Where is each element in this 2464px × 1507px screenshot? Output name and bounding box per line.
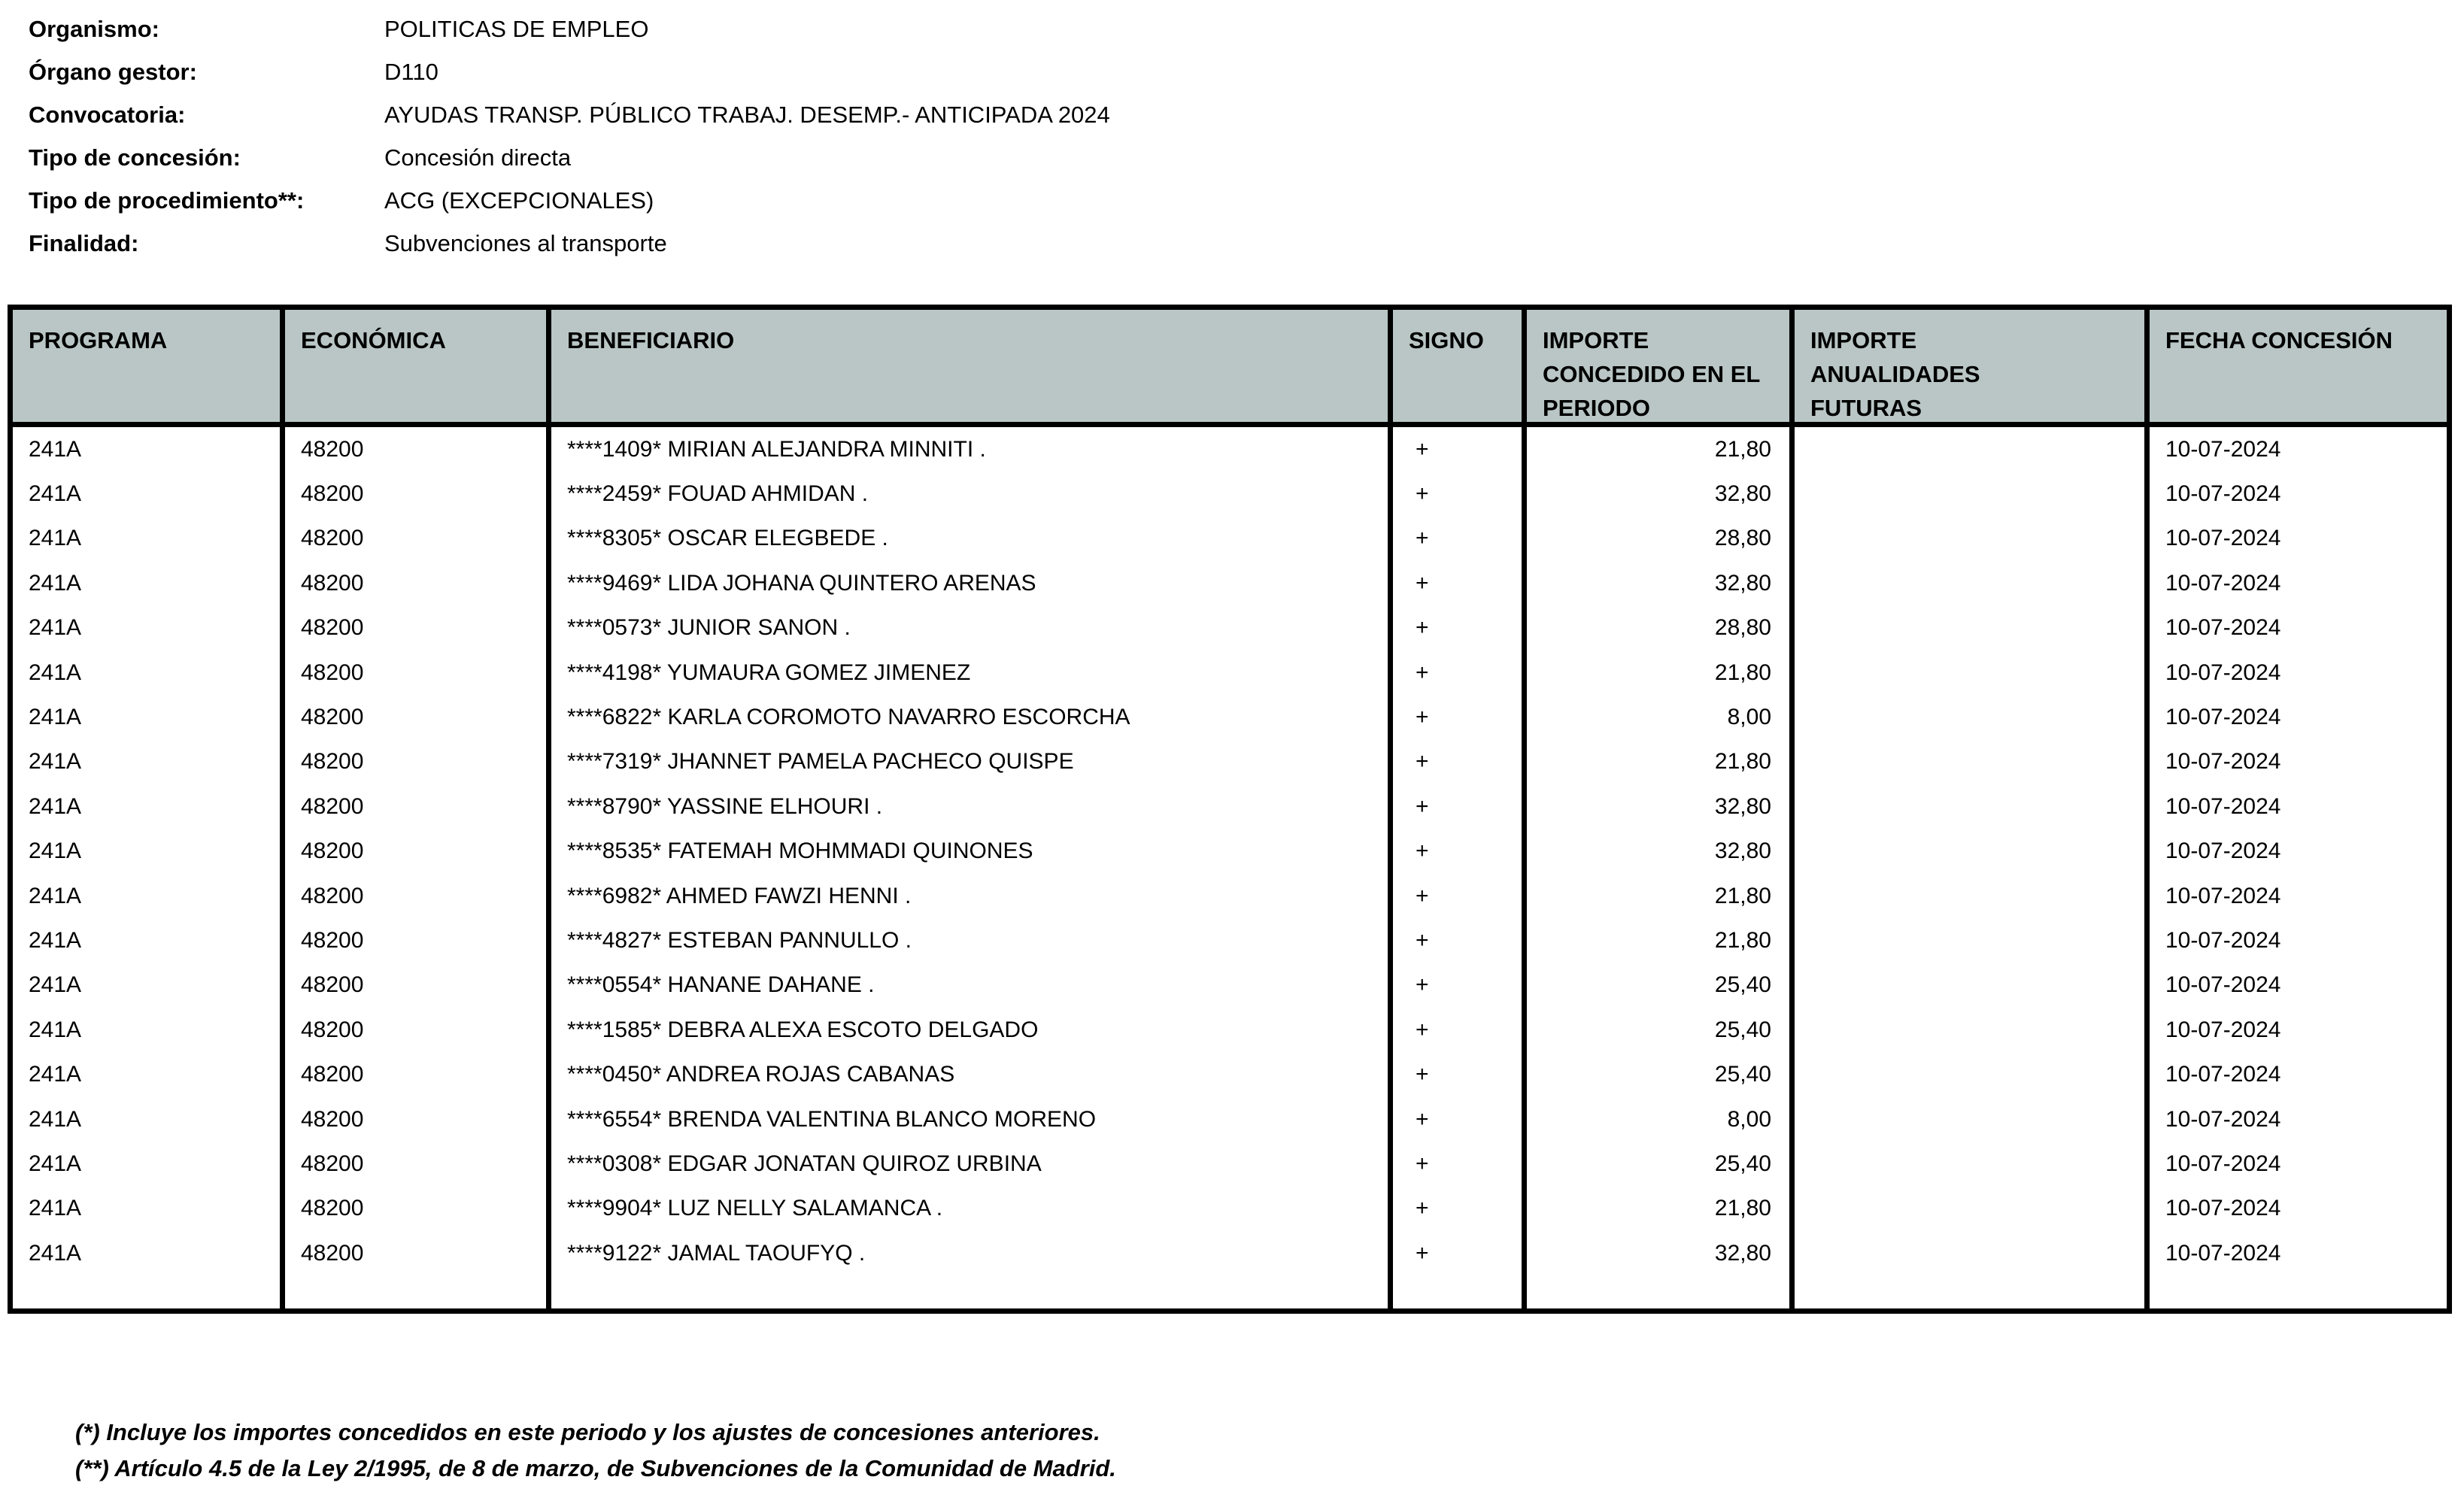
cell-importe: 32,80 [1714, 570, 1771, 596]
cell-programa: 241A [29, 972, 82, 998]
cell-economica: 48200 [301, 1151, 364, 1176]
column-header-beneficiario [551, 310, 1393, 422]
column-header-fecha-concesion-text: FECHA CONCESIÓN [2165, 327, 2393, 353]
column-importe-concedido [1527, 427, 1795, 1308]
cell-anualidades [1795, 650, 2144, 695]
metadata-block [29, 15, 1110, 272]
cell-fecha: 10-07-2024 [2165, 1106, 2281, 1132]
cell-fecha: 10-07-2024 [2165, 883, 2281, 908]
column-header-programa-text: PROGRAMA [29, 327, 168, 353]
column-header-importe-concedido-text: IMPORTE CONCEDIDO EN EL PERIODO [1543, 327, 1760, 421]
cell-fecha: 10-07-2024 [2165, 526, 2281, 551]
column-header-economica [285, 310, 551, 422]
cell-importe: 21,80 [1714, 883, 1771, 908]
cell-anualidades [1795, 874, 2144, 918]
cell-signo: + [1416, 570, 1429, 596]
cell-fecha: 10-07-2024 [2165, 705, 2281, 730]
column-header-programa [13, 310, 285, 422]
cell-signo: + [1416, 436, 1429, 462]
cell-anualidades [1795, 1052, 2144, 1096]
cell-importe: 21,80 [1714, 436, 1771, 462]
column-importe-anualidades [1795, 427, 2150, 1308]
meta-row-organismo [29, 15, 1110, 58]
cell-beneficiario: ****8305* OSCAR ELEGBEDE . [567, 526, 888, 551]
cell-beneficiario: ****6982* AHMED FAWZI HENNI . [567, 883, 912, 908]
cell-economica: 48200 [301, 526, 364, 551]
cell-beneficiario: ****0308* EDGAR JONATAN QUIROZ URBINA [567, 1151, 1042, 1176]
cell-anualidades [1795, 829, 2144, 874]
cell-signo: + [1416, 749, 1429, 775]
column-beneficiario [551, 427, 1393, 1308]
cell-signo: + [1416, 793, 1429, 819]
meta-value-tipo-concesion: Concesión directa [384, 144, 572, 171]
column-header-importe-concedido [1527, 310, 1795, 422]
cell-programa: 241A [29, 1196, 82, 1221]
cell-programa: 241A [29, 1017, 82, 1042]
cell-fecha: 10-07-2024 [2165, 1196, 2281, 1221]
cell-signo: + [1416, 526, 1429, 551]
cell-anualidades [1795, 963, 2144, 1008]
cell-programa: 241A [29, 570, 82, 596]
cell-beneficiario: ****1409* MIRIAN ALEJANDRA MINNITI . [567, 436, 986, 462]
cell-beneficiario: ****0450* ANDREA ROJAS CABANAS [567, 1062, 955, 1087]
cell-fecha: 10-07-2024 [2165, 1017, 2281, 1042]
meta-label-finalidad: Finalidad: [29, 230, 139, 256]
meta-value-tipo-procedimiento: ACG (EXCEPCIONALES) [384, 187, 654, 214]
cell-economica: 48200 [301, 838, 364, 864]
cell-importe: 32,80 [1714, 838, 1771, 864]
cell-anualidades [1795, 427, 2144, 472]
cell-importe: 21,80 [1714, 927, 1771, 953]
column-header-importe-anualidades [1795, 310, 2150, 422]
meta-label-organo-gestor: Órgano gestor: [29, 59, 197, 85]
cell-fecha: 10-07-2024 [2165, 1240, 2281, 1266]
cell-economica: 48200 [301, 1240, 364, 1266]
cell-programa: 241A [29, 883, 82, 908]
meta-row-organo-gestor [29, 58, 1110, 101]
meta-value-organo-gestor: D110 [384, 59, 438, 85]
cell-importe: 21,80 [1714, 749, 1771, 775]
meta-value-organismo: POLITICAS DE EMPLEO [384, 16, 649, 42]
cell-anualidades [1795, 606, 2144, 650]
cell-beneficiario: ****9122* JAMAL TAOUFYQ . [567, 1240, 866, 1266]
cell-fecha: 10-07-2024 [2165, 436, 2281, 462]
meta-label-organismo: Organismo: [29, 16, 159, 42]
cell-fecha: 10-07-2024 [2165, 1151, 2281, 1176]
meta-row-tipo-procedimiento [29, 186, 1110, 229]
cell-importe: 25,40 [1714, 1017, 1771, 1042]
cell-signo: + [1416, 927, 1429, 953]
cell-economica: 48200 [301, 481, 364, 507]
cell-economica: 48200 [301, 1062, 364, 1087]
cell-economica: 48200 [301, 615, 364, 641]
cell-beneficiario: ****0554* HANANE DAHANE . [567, 972, 875, 998]
cell-anualidades [1795, 740, 2144, 784]
cell-signo: + [1416, 705, 1429, 730]
cell-economica: 48200 [301, 705, 364, 730]
cell-fecha: 10-07-2024 [2165, 927, 2281, 953]
cell-programa: 241A [29, 481, 82, 507]
cell-economica: 48200 [301, 749, 364, 775]
cell-fecha: 10-07-2024 [2165, 1062, 2281, 1087]
table-header-row [13, 310, 2447, 427]
meta-row-tipo-concesion [29, 144, 1110, 186]
cell-programa: 241A [29, 1062, 82, 1087]
meta-label-tipo-procedimiento: Tipo de procedimiento**: [29, 187, 305, 214]
footnote-asterisk: (*) Incluye los importes concedidos en este periodo y los ajustes de concesiones anteriores. [75, 1419, 1100, 1445]
cell-importe: 28,80 [1714, 615, 1771, 641]
cell-beneficiario: ****9904* LUZ NELLY SALAMANCA . [567, 1196, 943, 1221]
cell-beneficiario: ****2459* FOUAD AHMIDAN . [567, 481, 869, 507]
cell-programa: 241A [29, 1240, 82, 1266]
cell-economica: 48200 [301, 927, 364, 953]
cell-signo: + [1416, 883, 1429, 908]
cell-importe: 32,80 [1714, 481, 1771, 507]
cell-fecha: 10-07-2024 [2165, 972, 2281, 998]
cell-beneficiario: ****6822* KARLA COROMOTO NAVARRO ESCORCHA [567, 705, 1130, 730]
cell-programa: 241A [29, 1106, 82, 1132]
cell-programa: 241A [29, 660, 82, 685]
cell-economica: 48200 [301, 570, 364, 596]
cell-importe: 25,40 [1714, 1062, 1771, 1087]
cell-programa: 241A [29, 1151, 82, 1176]
cell-importe: 25,40 [1714, 1151, 1771, 1176]
cell-economica: 48200 [301, 883, 364, 908]
concessions-table [8, 305, 2452, 1314]
cell-anualidades [1795, 1008, 2144, 1052]
cell-anualidades [1795, 517, 2144, 561]
cell-programa: 241A [29, 927, 82, 953]
cell-beneficiario: ****4198* YUMAURA GOMEZ JIMENEZ [567, 660, 971, 685]
cell-fecha: 10-07-2024 [2165, 749, 2281, 775]
cell-fecha: 10-07-2024 [2165, 660, 2281, 685]
cell-fecha: 10-07-2024 [2165, 481, 2281, 507]
cell-programa: 241A [29, 526, 82, 551]
column-header-beneficiario-text: BENEFICIARIO [567, 327, 735, 353]
meta-label-tipo-concesion: Tipo de concesión: [29, 144, 241, 171]
cell-importe: 8,00 [1727, 705, 1771, 730]
cell-signo: + [1416, 660, 1429, 685]
column-fecha-concesion [2150, 427, 2447, 1308]
cell-signo: + [1416, 1062, 1429, 1087]
cell-programa: 241A [29, 838, 82, 864]
cell-importe: 32,80 [1714, 1240, 1771, 1266]
meta-value-finalidad: Subvenciones al transporte [384, 230, 667, 256]
cell-anualidades [1795, 1142, 2144, 1186]
cell-signo: + [1416, 1196, 1429, 1221]
column-header-importe-anualidades-text: IMPORTE ANUALIDADES FUTURAS [1810, 327, 1980, 421]
column-economica [285, 427, 551, 1308]
cell-beneficiario: ****8790* YASSINE ELHOURI . [567, 793, 883, 819]
meta-row-convocatoria [29, 101, 1110, 144]
cell-anualidades [1795, 918, 2144, 963]
cell-economica: 48200 [301, 1196, 364, 1221]
cell-signo: + [1416, 838, 1429, 864]
cell-programa: 241A [29, 436, 82, 462]
cell-signo: + [1416, 1106, 1429, 1132]
cell-anualidades [1795, 472, 2144, 516]
cell-anualidades [1795, 1187, 2144, 1231]
cell-beneficiario: ****1585* DEBRA ALEXA ESCOTO DELGADO [567, 1017, 1039, 1042]
cell-importe: 32,80 [1714, 793, 1771, 819]
column-header-fecha-concesion [2150, 310, 2447, 422]
cell-fecha: 10-07-2024 [2165, 615, 2281, 641]
footnote-double-asterisk: (**) Artículo 4.5 de la Ley 2/1995, de 8 de marzo, de Subvenciones de la Comunidad de Madrid. [75, 1455, 1116, 1481]
footnotes-block [75, 1417, 1116, 1489]
cell-economica: 48200 [301, 1017, 364, 1042]
cell-importe: 8,00 [1727, 1106, 1771, 1132]
column-signo [1393, 427, 1527, 1308]
cell-programa: 241A [29, 705, 82, 730]
column-header-economica-text: ECONÓMICA [301, 327, 446, 353]
cell-signo: + [1416, 615, 1429, 641]
cell-beneficiario: ****9469* LIDA JOHANA QUINTERO ARENAS [567, 570, 1036, 596]
cell-fecha: 10-07-2024 [2165, 838, 2281, 864]
cell-signo: + [1416, 1240, 1429, 1266]
cell-beneficiario: ****0573* JUNIOR SANON . [567, 615, 851, 641]
cell-beneficiario: ****6554* BRENDA VALENTINA BLANCO MORENO [567, 1106, 1097, 1132]
cell-programa: 241A [29, 749, 82, 775]
meta-value-convocatoria: AYUDAS TRANSP. PÚBLICO TRABAJ. DESEMP.- ANTICIPADA 2024 [384, 102, 1110, 128]
cell-importe: 25,40 [1714, 972, 1771, 998]
cell-economica: 48200 [301, 436, 364, 462]
cell-signo: + [1416, 972, 1429, 998]
cell-signo: + [1416, 481, 1429, 507]
column-header-signo-text: SIGNO [1409, 327, 1484, 353]
cell-beneficiario: ****7319* JHANNET PAMELA PACHECO QUISPE [567, 749, 1074, 775]
meta-row-finalidad [29, 229, 1110, 272]
cell-economica: 48200 [301, 660, 364, 685]
cell-fecha: 10-07-2024 [2165, 793, 2281, 819]
cell-anualidades [1795, 695, 2144, 739]
cell-importe: 28,80 [1714, 526, 1771, 551]
column-header-signo [1393, 310, 1527, 422]
cell-signo: + [1416, 1017, 1429, 1042]
cell-beneficiario: ****4827* ESTEBAN PANNULLO . [567, 927, 912, 953]
cell-programa: 241A [29, 615, 82, 641]
cell-anualidades [1795, 1097, 2144, 1142]
cell-anualidades [1795, 784, 2144, 829]
cell-importe: 21,80 [1714, 1196, 1771, 1221]
cell-economica: 48200 [301, 1106, 364, 1132]
cell-economica: 48200 [301, 972, 364, 998]
cell-importe: 21,80 [1714, 660, 1771, 685]
cell-signo: + [1416, 1151, 1429, 1176]
cell-anualidades [1795, 561, 2144, 605]
cell-programa: 241A [29, 793, 82, 819]
table-body [13, 427, 2447, 1308]
cell-fecha: 10-07-2024 [2165, 570, 2281, 596]
meta-label-convocatoria: Convocatoria: [29, 102, 186, 128]
cell-anualidades [1795, 1231, 2144, 1275]
cell-beneficiario: ****8535* FATEMAH MOHMMADI QUINONES [567, 838, 1033, 864]
cell-economica: 48200 [301, 793, 364, 819]
column-programa [13, 427, 285, 1308]
